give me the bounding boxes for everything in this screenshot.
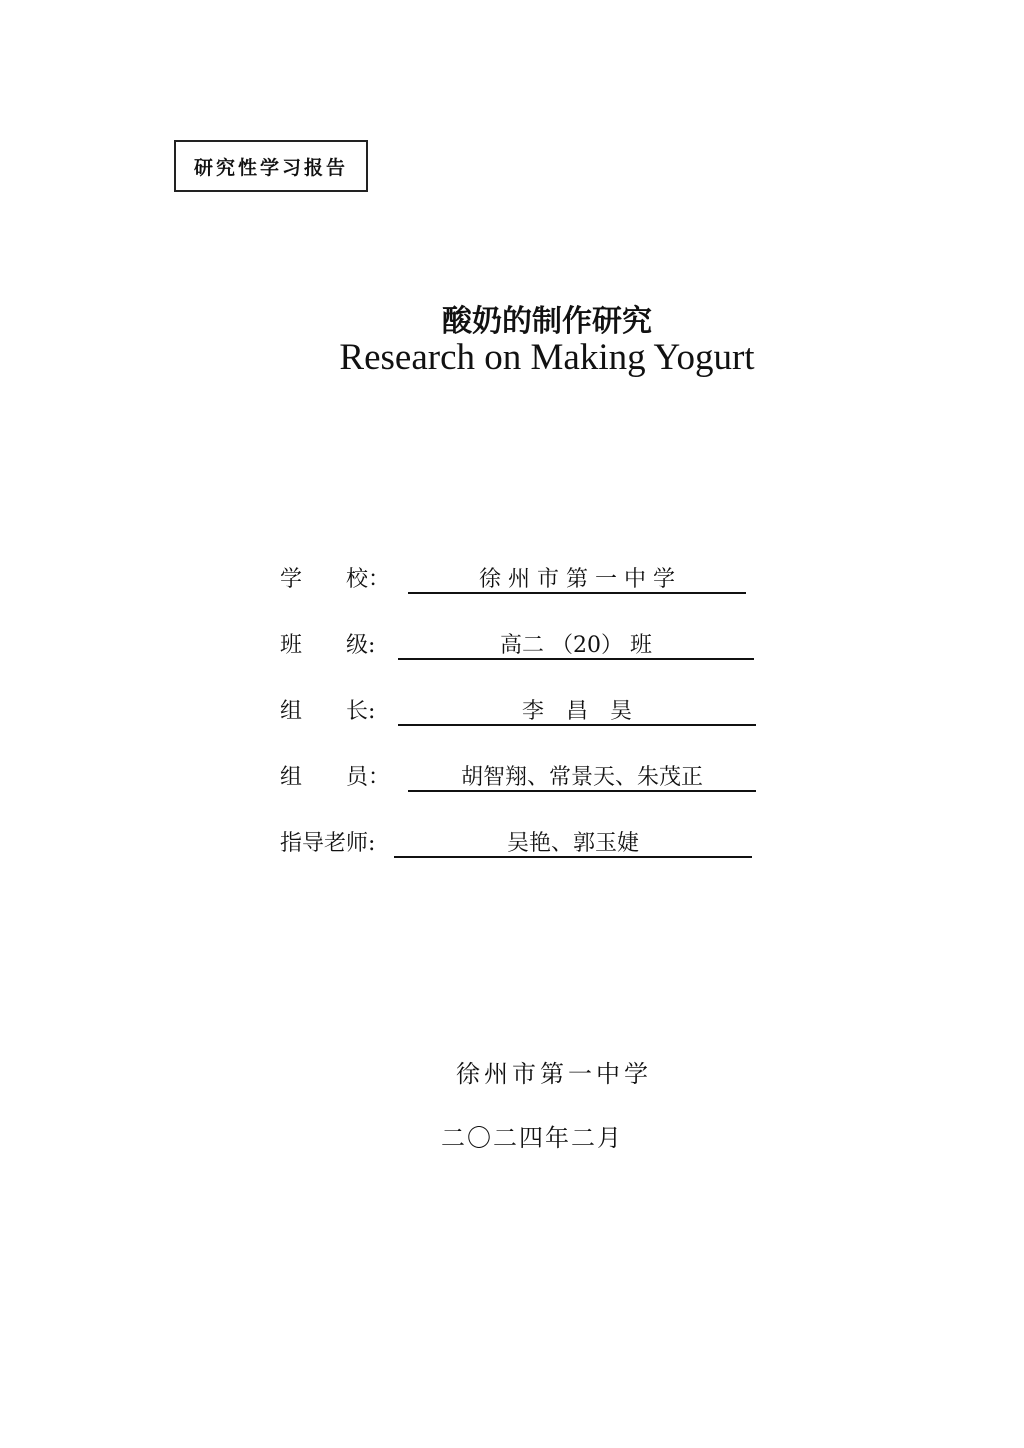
footer-school: 徐州市第一中学 (456, 1060, 652, 1088)
field-class-label: 班 级: (280, 633, 376, 658)
report-type-label: 研究性学习报告 (193, 156, 348, 179)
field-advisor (280, 826, 760, 892)
info-fields (280, 562, 760, 892)
footer-date: 二〇二四年二月 (441, 1124, 623, 1152)
field-school (280, 562, 760, 628)
field-school-label: 学 校： (280, 567, 391, 592)
field-class-value: 高二 （20） 班 (398, 628, 754, 660)
report-type-box (174, 140, 368, 192)
field-school-value: 徐 州 市 第 一 中 学 (408, 562, 746, 594)
field-leader (280, 694, 760, 760)
field-leader-value: 李 昌 昊 (398, 694, 756, 726)
field-class (280, 628, 760, 694)
field-leader-label: 组 长: (280, 699, 376, 724)
field-members-value: 胡智翔、常景天、朱茂正 (408, 760, 756, 792)
title-chinese: 酸奶的制作研究 (442, 304, 652, 339)
field-advisor-value: 吴艳、郭玉婕 (394, 826, 752, 858)
title-english: Research on Making Yogurt (339, 337, 755, 378)
field-members-label: 组 员： (280, 765, 391, 790)
field-members (280, 760, 760, 826)
field-advisor-label: 指导老师: (280, 831, 376, 856)
